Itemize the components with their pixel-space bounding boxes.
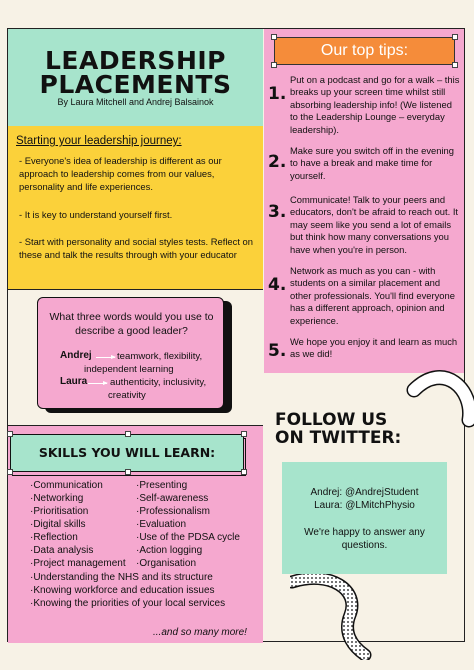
skill-item: ·Prioritisation — [30, 506, 89, 517]
tip-text: Make sure you switch off in the evening to have a break and make time for yourself. — [290, 145, 454, 181]
resize-handle — [241, 431, 247, 437]
skill-item: ·Knowing workforce and education issues — [30, 585, 215, 596]
resize-handle — [125, 431, 131, 437]
header-panel — [8, 29, 263, 127]
skill-item: ·Self-awareness — [136, 493, 209, 504]
laura-name: Laura — [60, 376, 88, 387]
twitter-note: We're happy to answer any questions. — [304, 527, 425, 551]
journey-paragraph-2: - It is key to understand yourself first. — [19, 209, 173, 220]
squiggle-decoration — [290, 560, 460, 660]
skill-item: ·Communication — [30, 480, 103, 491]
resize-handle — [271, 62, 277, 68]
tips-banner — [274, 37, 455, 65]
resize-handle — [271, 34, 277, 40]
tip-text: Put on a podcast and go for a walk – this breaks up your screen time whilst still absorbing leadership info! (We listened to the Leadership Lounge – everyday leadership). — [290, 74, 460, 135]
arrow-icon — [96, 357, 115, 358]
journey-panel — [8, 126, 263, 290]
question-card — [37, 297, 224, 409]
tip-text: Communicate! Talk to your peers and educators, don't be afraid to reach out. It may seem like you send a lot of emails but think how many conversations you have when you're in person. — [290, 194, 459, 255]
resize-handle — [125, 469, 131, 475]
arrow-icon — [88, 383, 107, 384]
journey-paragraph-1: - Everyone's idea of leadership is different as our approach to leadership comes from our values, personality and life experiences. — [19, 155, 222, 192]
journey-paragraph-3: - Start with personality and social styles tests. Reflect on these and talk the results through with your educator — [19, 236, 253, 260]
skill-item: ·Digital skills — [30, 519, 86, 530]
tip-text: We hope you enjoy it and learn as much as we did! — [290, 336, 458, 360]
andrej-handle: Andrej: @AndrejStudent — [310, 487, 419, 498]
skill-item: ·Evaluation — [136, 519, 187, 530]
resize-handle — [241, 469, 247, 475]
laura-handle: Laura: @LMitchPhysio — [314, 500, 415, 511]
tip-number: 5. — [268, 341, 287, 361]
laura-words-2: creativity — [108, 390, 146, 401]
skill-item: ·Presenting — [136, 480, 188, 491]
skill-item: ·Organisation — [136, 558, 197, 569]
twitter-panel — [282, 462, 447, 574]
laura-words-1: authenticity, inclusivity, — [110, 377, 207, 388]
more-note: ...and so many more! — [153, 627, 247, 638]
question-text-2: describe a good leader? — [75, 325, 188, 337]
skills-title: SKILLS YOU WILL LEARN: — [38, 445, 216, 460]
skill-item: ·Professionalism — [136, 506, 210, 517]
skills-banner — [10, 434, 244, 472]
follow-line-2: ON TWITTER: — [275, 428, 402, 448]
follow-line-1: FOLLOW US — [275, 410, 388, 430]
tip-number: 4. — [268, 275, 287, 295]
skill-item: ·Project management — [30, 558, 126, 569]
resize-handle — [452, 62, 458, 68]
resize-handle — [7, 469, 13, 475]
skill-item: ·Knowing the priorities of your local services — [30, 598, 226, 609]
byline: By Laura Mitchell and Andrej Balsainok — [57, 97, 214, 107]
skill-item: ·Understanding the NHS and its structure — [30, 572, 213, 583]
andrej-words-1: teamwork, flexibility, — [117, 351, 203, 362]
andrej-name: Andrej — [60, 350, 92, 361]
tip-number: 2. — [268, 152, 287, 172]
skill-item: ·Action logging — [136, 545, 203, 556]
tip-number: 1. — [268, 84, 287, 104]
skill-item: ·Use of the PDSA cycle — [136, 532, 240, 543]
tips-title: Our top tips: — [320, 42, 409, 59]
skill-item: ·Networking — [30, 493, 84, 504]
title-line-2: PLACEMENTS — [39, 70, 232, 99]
journey-heading: Starting your leadership journey: — [16, 135, 182, 147]
andrej-words-2: independent learning — [84, 364, 174, 375]
resize-handle — [452, 34, 458, 40]
title-line-1: LEADERSHIP — [45, 46, 226, 75]
question-text-1: What three words would you use to — [49, 311, 214, 323]
resize-handle — [7, 431, 13, 437]
skill-item: ·Data analysis — [30, 545, 94, 556]
tip-text: Network as much as you can - with students on a similar placement and other professionals. You'll find everyone has a different approach, opinion and experience. — [290, 265, 455, 326]
tip-number: 3. — [268, 202, 287, 222]
skill-item: ·Reflection — [30, 532, 78, 543]
